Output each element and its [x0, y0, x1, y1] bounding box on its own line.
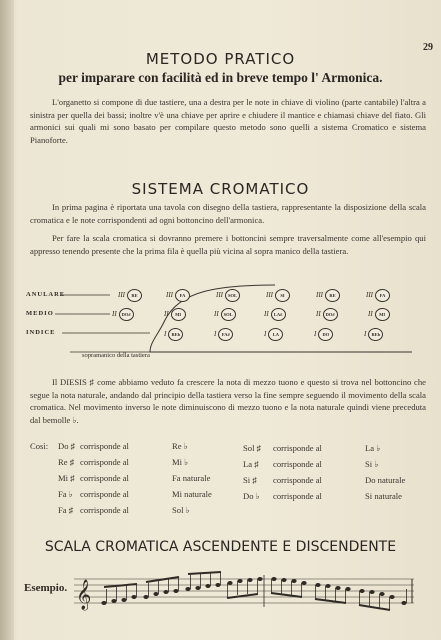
key-indice-2: I FA#	[214, 328, 233, 341]
scale-title: SCALA CROMATICA ASCENDENTE E DISCENDENTE	[44, 539, 397, 555]
corr-left-1: Do ♯ corrisponde al Re ♭	[58, 441, 188, 451]
diesis-text: Il DIESIS ♯ come abbiamo veduto fa crescere la nota di mezzo tuono e questo si trova nel bottoncino che segue la nota naturale, andando dal principio della tastiera verso la fine sempre seguendo il movimento della scala cromatica. Nel movimento inverso le note diminuiscono di mezzo tuono e la nota naturale quindi viene preceduta dal bemolle ♭.	[30, 377, 426, 425]
key-medio-1: II DO#	[112, 308, 134, 321]
page-number: 29	[423, 42, 433, 53]
cosi-label: Così:	[30, 441, 49, 451]
section-title: SISTEMA CROMATICO	[131, 180, 310, 198]
music-staff	[74, 571, 419, 611]
corr-left-4: Fa ♭ corrisponde al Mi naturale	[58, 489, 212, 499]
key-indice-1: I REb	[164, 328, 183, 341]
intro-text: L'organetto si compone di due tastiere, una a destra per le note in chiave di violino (parte cantabile) l'altra a sinistra per quella dei bassi; inoltre v'è una chiave per aprire e chiudere il mantice e chiamasi chiave del fiato. Gli armonici sui quali mi sono basato per compilare questo metodo sono quelli a sistema Cromatico e sistema Pianoforte.	[30, 97, 426, 145]
diesis-paragraph	[30, 376, 426, 426]
label-indice: INDICE	[26, 329, 56, 336]
corr-left-3: Mi ♯ corrisponde al Fa naturale	[58, 473, 211, 483]
main-title: METODO PRATICO	[145, 50, 296, 68]
label-anulare: ANULARE	[26, 291, 66, 298]
key-indice-3: I LA	[264, 328, 283, 341]
section-paragraph-1	[30, 201, 426, 226]
key-medio-5: II DO#	[316, 308, 338, 321]
corr-right-2: La ♯ corrisponde al Si ♭	[243, 459, 379, 469]
corr-left-5: Fa ♯ corrisponde al Sol ♭	[58, 505, 190, 515]
keyboard-caption: sopramanico della tastiera	[82, 352, 150, 359]
key-anulare-3: III SOL	[216, 289, 240, 302]
key-anulare-4: III SI	[266, 289, 290, 302]
corr-right-1: Sol ♯ corrisponde al La ♭	[243, 443, 381, 453]
intro-paragraph	[30, 96, 426, 146]
corr-right-4: Do ♭ corrisponde al Si naturale	[243, 491, 402, 501]
corr-left-2: Re ♯ corrisponde al Mi ♭	[58, 457, 189, 467]
key-anulare-6: III FA	[366, 289, 390, 302]
key-anulare-1: III RE	[118, 289, 142, 302]
section-p2-text: Per fare la scala cromatica si dovranno premere i bottoncini sempre traversalmente come all'esempio qui appresso tenendo presente che la prima fila è quella più vicina al sopra manico della tastiera.	[30, 233, 426, 256]
key-indice-5: I REb	[364, 328, 383, 341]
key-medio-6: II MI	[368, 308, 390, 321]
section-p1-text: In prima pagina è riportata una tavola con disegno della tastiera, rappresentante la disposizione della scala cromatica e le note corrispondenti ad ogni bottoncino dell'armonica.	[30, 202, 426, 225]
treble-clef-icon: 𝄞	[76, 580, 92, 610]
section-paragraph-2	[30, 232, 426, 257]
subtitle: per imparare con facilità ed in breve tempo l' Armonica.	[58, 70, 383, 85]
key-medio-2: II MI	[164, 308, 186, 321]
key-indice-4: I DO	[314, 328, 333, 341]
keyboard-diagram	[0, 280, 441, 365]
key-medio-3: II SOL	[214, 308, 236, 321]
key-medio-4: II LA#	[264, 308, 286, 321]
key-anulare-5: III RE	[316, 289, 340, 302]
esempio-label: Esempio.	[24, 582, 68, 594]
key-anulare-2: III FA	[166, 289, 190, 302]
corr-right-3: Si ♯ corrisponde al Do naturale	[243, 475, 406, 485]
label-medio: MEDIO	[26, 310, 54, 317]
